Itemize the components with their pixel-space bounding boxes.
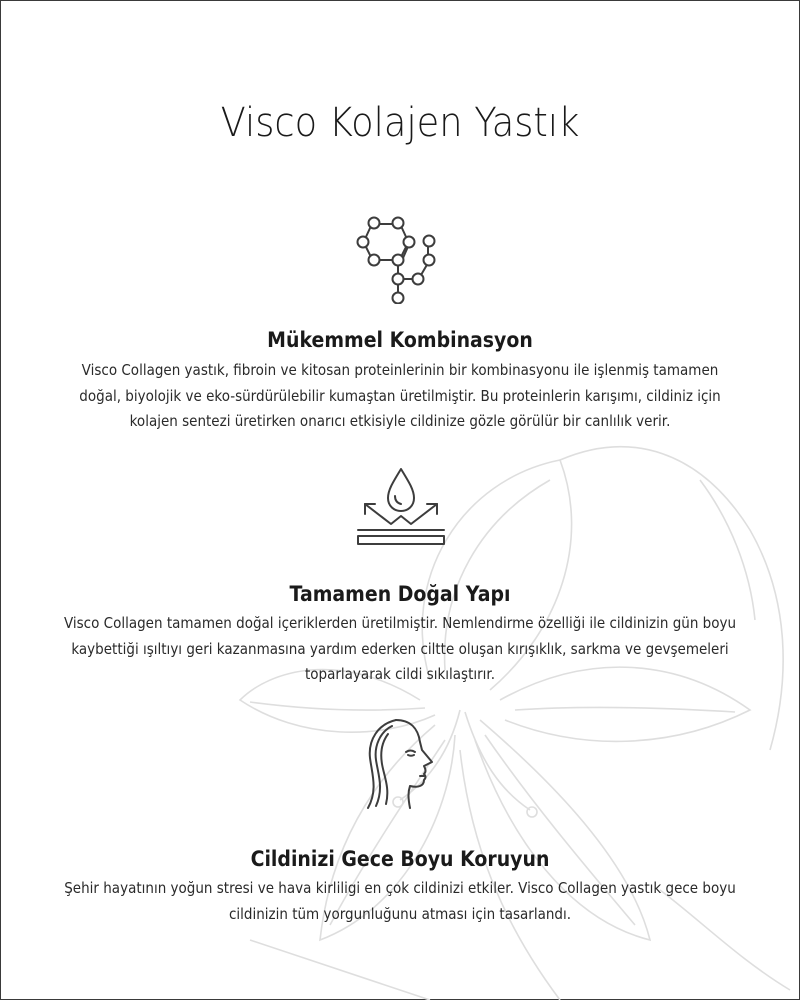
feature-heading: Cildinizi Gece Boyu Koruyun	[250, 847, 550, 871]
feature-heading: Mükemmel Kombinasyon	[267, 328, 533, 352]
water-drop-repel-icon	[355, 466, 447, 550]
feature-description	[20, 358, 780, 435]
page-title: Visco Kolajen Yastık	[220, 100, 580, 146]
feature-heading: Tamamen Doğal Yapı	[289, 582, 511, 606]
molecule-icon	[355, 214, 447, 304]
description-line: Visco Collagen yastık, fibroin ve kitosan proteinlerinin bir kombinasyonu ile işlenmiş tamamen	[81, 361, 719, 379]
description-line: toparlayarak cildi sıkılaştırır.	[304, 665, 496, 683]
description-line: doğal, biyolojik ve eko-sürdürülebilir kumaştan üretilmiştir. Bu proteinlerin karışımı, cildiniz için	[79, 386, 721, 405]
description-line: kolajen sentezi üretirken onarıcı etkisiyle cildinize gözle görülür bir canlılık verir.	[129, 412, 671, 430]
feature-description	[20, 611, 780, 688]
feature-description	[20, 876, 780, 927]
description-line: kaybettiği ışıltıyı geri kazanmasına yardım ederken ciltte oluşan kırışıklık, sarkma ve gevşemeleri	[71, 639, 729, 658]
face-profile-icon	[362, 716, 442, 814]
description-line: cildinizin tüm yorgunluğunu atması için tasarlandı.	[228, 904, 572, 923]
description-line: Visco Collagen tamamen doğal içeriklerden üretilmiştir. Nemlendirme özelliği ile cildinizin gün boyu	[63, 614, 737, 632]
description-line: Şehir hayatının yoğun stresi ve hava kirliligi en çok cildinizi etkiler. Visco Collagen yastık gece boyu	[64, 879, 736, 897]
